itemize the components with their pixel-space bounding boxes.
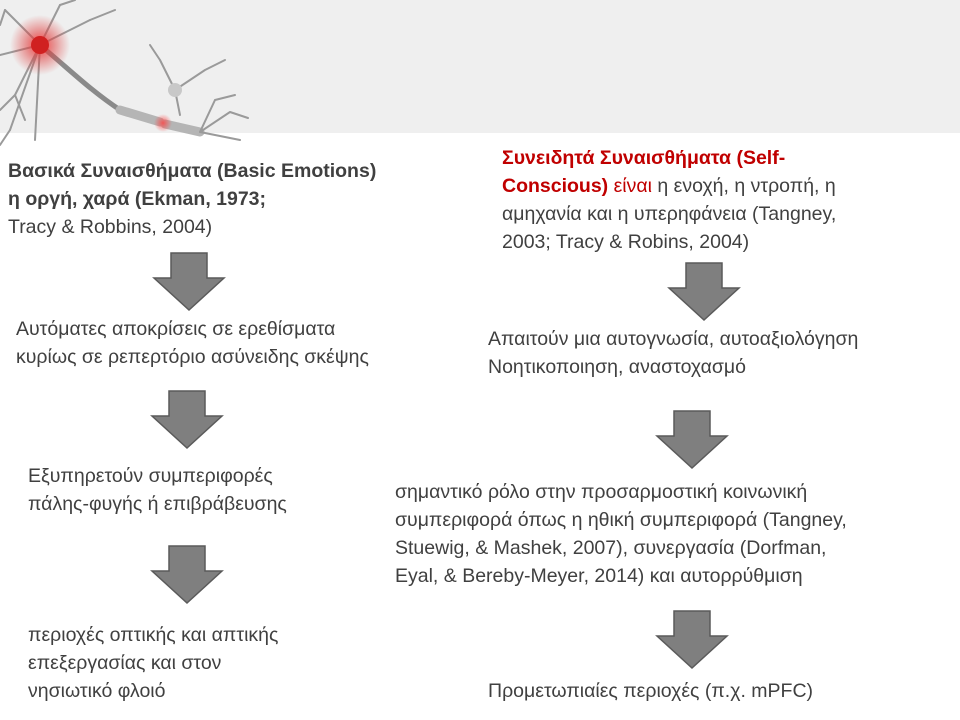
right-title-conscious: Conscious) — [502, 175, 609, 197]
right-step-1 — [488, 325, 858, 381]
right-title-einai: είναι — [608, 175, 652, 197]
down-arrow-icon — [152, 252, 226, 312]
neuron-image — [0, 0, 250, 160]
right-title-line3: αμηχανία και η υπερηφάνεια (Tangney, — [502, 203, 837, 225]
left-title-line1: Βασικά Συναισθήματα (Basic Emotions) — [8, 160, 377, 182]
right-step-2-line2: συμπεριφορά όπως η ηθική συμπεριφορά (Tangney, — [395, 509, 847, 531]
left-step-3-line3: νησιωτικό φλοιό — [28, 680, 166, 702]
left-step-2-line1: Εξυπηρετούν συμπεριφορές — [28, 465, 273, 487]
left-step-1-line1: Αυτόματες αποκρίσεις σε ερεθίσματα — [16, 318, 336, 340]
left-step-1-line2: κυρίως σε ρεπερτόριο ασύνειδης σκέψης — [16, 346, 369, 368]
left-step-3-line2: επεξεργασίας και στον — [28, 652, 222, 674]
right-step-2-line4: Eyal, & Bereby-Meyer, 2014) και αυτορρύθμιση — [395, 565, 803, 587]
down-arrow-icon — [150, 545, 224, 605]
right-step-1-line1: Απαιτούν μια αυτογνωσία, αυτοαξιολόγηση — [488, 328, 859, 350]
left-step-2 — [28, 462, 287, 518]
down-arrow-icon — [667, 262, 741, 322]
right-title — [502, 144, 836, 256]
down-arrow-icon — [655, 410, 729, 470]
right-step-2-line3: Stuewig, & Mashek, 2007), συνεργασία (Dorfman, — [395, 537, 827, 559]
left-title-line3: Tracy & Robbins, 2004) — [8, 216, 213, 238]
right-title-line4: 2003; Tracy & Robins, 2004) — [502, 231, 750, 253]
down-arrow-icon — [655, 610, 729, 670]
left-step-1 — [16, 315, 369, 371]
left-step-3 — [28, 621, 278, 705]
right-step-1-line2: Νοητικοποιηση, αναστοχασμό — [488, 356, 746, 378]
right-step-3-line1: Προμετωπιαίες περιοχές (π.χ. mPFC) — [488, 680, 814, 702]
left-title-line2: η οργή, χαρά (Ekman, 1973; — [8, 188, 267, 210]
right-step-3 — [488, 677, 813, 705]
left-step-3-line1: περιοχές οπτικής και απτικής — [28, 624, 279, 646]
right-step-2-line1: σημαντικό ρόλο στην προσαρμοστική κοινωνική — [395, 481, 808, 503]
right-step-2 — [395, 478, 847, 590]
left-step-2-line2: πάλης-φυγής ή επιβράβευσης — [28, 493, 287, 515]
right-title-line1: Συνειδητά Συναισθήματα (Self- — [502, 147, 786, 169]
down-arrow-icon — [150, 390, 224, 450]
left-title — [8, 157, 376, 241]
right-title-line2-rest: η ενοχή, η ντροπή, η — [652, 175, 836, 197]
